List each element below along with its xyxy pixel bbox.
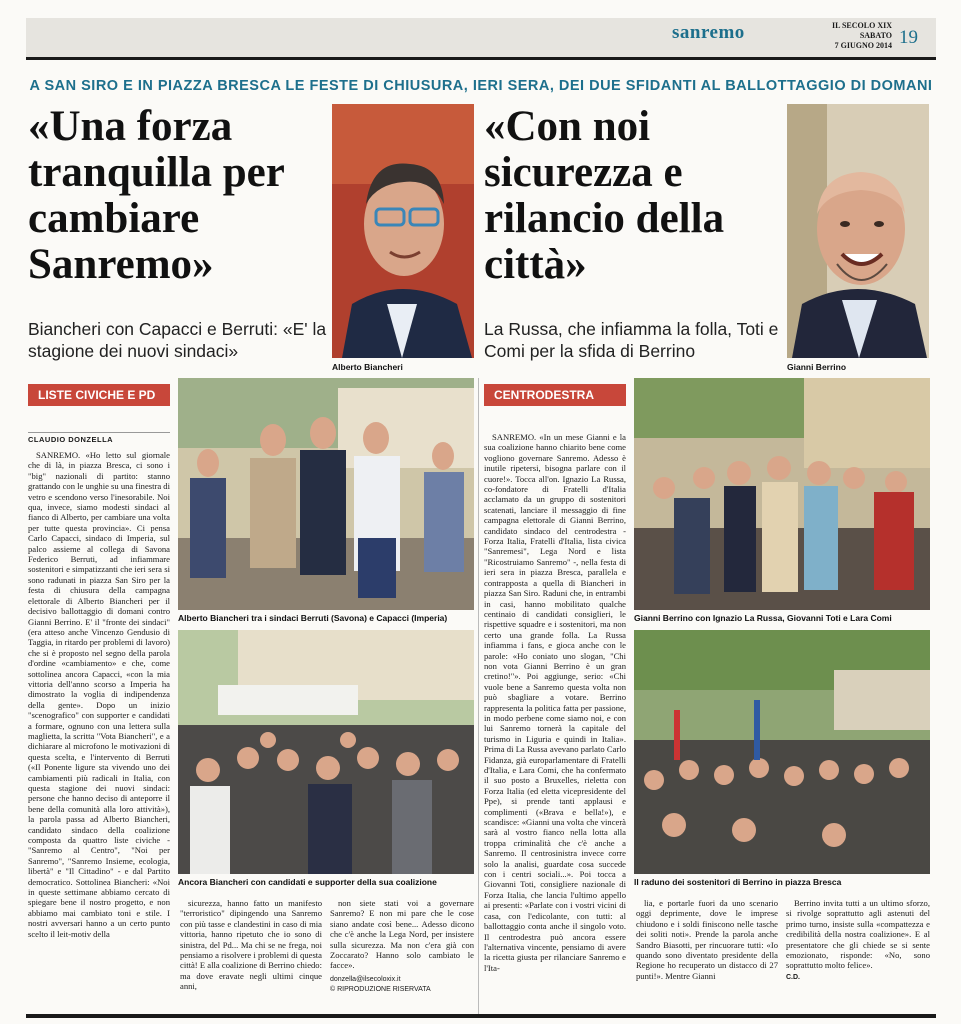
- left-photo-sindaci-art: [178, 378, 474, 610]
- page-header: [26, 18, 936, 60]
- left-photo-sindaci-caption: Alberto Biancheri tra i sindaci Berruti (Savona) e Capacci (Imperia): [178, 613, 448, 623]
- right-subhead: La Russa, che infiamma la folla, Toti e Comi per la sfida di Berrino: [484, 319, 779, 361]
- right-photo-berrino-art: [634, 378, 930, 610]
- left-article-col2-text: sicurezza, hanno fatto un manifesto "terroristico" dipingendo una Sanremo con più tasse e clandestini in caso di mia vittoria, hanno ripetuto che io sono di sinistra, del Pd... Ma chi se ne frega, noi pensiamo a risolvere i problemi di questa città! E alla coalizione di Berrino chiedo: ma dove eravate negli ultimi cinque anni,: [180, 898, 322, 992]
- right-section-tag: CENTRODESTRA: [484, 384, 626, 406]
- right-article-col3: [786, 898, 930, 1012]
- page-number: 19: [899, 27, 918, 48]
- portrait-biancheri-caption: Alberto Biancheri: [332, 362, 403, 372]
- right-article-col1-text: SANREMO. «In un mese Gianni e la sua coalizione hanno chiarito bene come vogliono governare Sanremo. Adesso è inutile ripetersi, bisogna parlare con il cuore!». Tocca all'on. Ignazio La Russa, co-fondatore di Fratelli d'Italia acclamato da un gruppo di sostenitori scatenati, lanciare il messaggio di fine campagna elettorale di Gianni Berrino, candidato sindaco del centrodestra - Forza Italia, Fratelli d'Italia, lista civica "Sanremesi", Lega Nord e lista "Ricostruiamo Sanremo" -, nella festa di ieri sera in piazza Bresca, parallela e contrapposta a quella di Biancheri in piazza San Siro. Raduni che, in entrambi in casi, hanno mobilitato qualche centinaio di candidati consiglieri, le rispettive squadre e i sostenitori, ma non certo una grande folla. La Russa infiamma i fans, e gioca anche con le parole: «Ho coniato uno slogan, "Chi non vota Gianni Berrino è un gran cretino!"». Poi aggiunge, serio: «Chi vuole bene a Sanremo questa volta non può sbagliare a votare. Berrino rappresenta la politica fatta per passione, in modo perbene come siamo noi, e con lui Sanremo tornerà la capitale del turismo in Liguria e quindi in Italia». Prima di La Russa avevano parlato Carlo Fidanza, già europarlamentare di Fratelli d'Italia, e Lara Comi, che ha confermato il suo posto a Bruxelles, rieletta con Forza Italia (ed eletta vicepresidente del Ppe), si prende tanti applausi e complimenti («Brava e bella!»), e scandisce: «Gianni una volta che vincerà sarà al vostro fianco nella lotta alla troppa criminalità che c'è anche a Sanremo. Il centrosinistra invece corre solo la analisi, guardate cosa succede con i centri sociali...». Poi tocca a Giovanni Toti, consigliere nazionale di Forza Italia, che lancia l'ultimo appello ai presenti: «Parlate con i vostri vicini di casa, con l'edicolante, con tutti: al ballottaggio conta anche il singolo voto. Il centrodestra può ancora essere l'alternativa vincente, pensiamo di avere la ricetta giusta per rilanciare Sanremo e l'Ita-: [484, 432, 626, 973]
- left-byline: CLAUDIO DONZELLA: [28, 432, 170, 444]
- right-initials: C.D.: [786, 973, 800, 981]
- right-photo-raduno-art: [634, 630, 930, 874]
- column-divider: [478, 378, 479, 1014]
- right-headline: «Con noi sicurezza e rilancio della città»: [484, 103, 725, 288]
- left-article-col3-text: non siete stati voi a governare Sanremo? E non mi pare che le cose siano andate così bene... Adesso dicono che c'è anche la Lega Nord, per insistere sulla sicurezza. Ma non c'era già con Zoccarato? Hanno solo cambiato le facce».: [330, 898, 474, 971]
- left-article-col3: [330, 898, 474, 1012]
- issue-day: SABATO: [859, 31, 892, 40]
- left-photo-coalizione-art: [178, 630, 474, 874]
- issue-date: 7 GIUGNO 2014: [834, 41, 892, 50]
- kicker: A SAN SIRO E IN PIAZZA BRESCA LE FESTE DI CHIUSURA, IERI SERA, DEI DUE SFIDANTI AL BALLOTTAGGIO DI DOMANI: [29, 78, 933, 94]
- portrait-berrino-art: [787, 104, 929, 358]
- right-photo-berrino-caption: Gianni Berrino con Ignazio La Russa, Giovanni Toti e Lara Comi: [634, 613, 892, 623]
- left-photo-sindaci: [178, 378, 474, 610]
- right-photo-raduno: [634, 630, 930, 874]
- right-photo-raduno-caption: Il raduno dei sostenitori di Berrino in piazza Bresca: [634, 877, 842, 887]
- right-article-col2-text: lia, e portarle fuori da uno scenario oggi deprimente, dove le imprese chiudono e i soldi finiscono nelle tasche dei soliti noti». Prende la parola anche Sandro Biasotti, per rincuorare tutti: «Io quando sono diventato presidente della Regione ho recuperato un distacco di 27 punti!». Mentre Gianni: [636, 898, 778, 981]
- masthead: [820, 21, 892, 51]
- left-rights: © RIPRODUZIONE RISERVATA: [330, 986, 431, 994]
- section-name: sanremo: [672, 22, 745, 43]
- left-photo-coalizione-caption: Ancora Biancheri con candidati e supporter della sua coalizione: [178, 877, 437, 887]
- left-email: donzella@ilsecoloxix.it: [330, 975, 401, 983]
- left-article-col1: [28, 450, 170, 950]
- portrait-biancheri-art: [332, 104, 474, 358]
- left-article-col2: [180, 898, 322, 1012]
- left-subhead: Biancheri con Capacci e Berruti: «E' la stagione dei nuovi sindaci»: [28, 319, 327, 361]
- paper-name: IL SECOLO XIX: [831, 21, 892, 30]
- left-article-col1-text: SANREMO. «Ho letto sul giornale che di là, in piazza Bresca, ci sono i "big" nazionali di partito: stanno grattando con le unghie su una finestra di vetro e scendono verso l'inesorabile. Noi qua, invece, siamo modesti sindaci al fianco di Alberto, per cambiare una volta per tutte questa provincia». Ci pensa Carlo Capacci, sindaco di Imperia, sul palco assieme al collega di Savona Federico Berruti, ad infiammare sostenitori e simpatizzanti che ieri sera si sono radunati in piazza San Siro per la festa di chiusura della campagna elettorale di Alberto Biancheri per il decisivo ballottaggio di domani contro Gianni Berrino. E' il "fronte dei sindaci" (era atteso anche Vincenzo Gendusio di Taggia, in ritardo per problemi di lavoro) che si è proposto nel segno della parola d'ordine «cambiamento» e che, come sottolinea ancora Capacci, «con la mia vittoria dell'anno scorso a Imperia ha dimostrato la voglia di indipendenza della gente». Dopo un inizio "scenografico" con supporter e candidati a formare, ognuno con una lettera sulla maglietta, la scritta "Vota Biancheri", e a dichiarare al microfono le motivazioni di questa scelta, e l'intervento di Berruti («Il Ponente ligure sta vivendo uno dei cambiamenti più radicali in Italia, con questa stagione dei nuovi sindaci: persone che hanno deciso di anteporre il bene della comunità alla loro attività»), la parola passa ad Alberto Biancheri, candidato sindaco della coalizione composta da quattro liste civiche - "Sanremo al Centro", "Noi per Sanremo", "Sanremo Insieme, ecologia, libertà" e "Il Cittadino" - e dal Partito democratico. Sottolinea Biancheri: «Noi in queste settimane abbiamo cercato di spiegare bene il nostro progetto, e non abbiamo mai cambiato toni e stile. I nostri avversari hanno a un certo punto scelto il leit-motiv della: [28, 450, 170, 939]
- right-article-col3-text: Berrino invita tutti a un ultimo sforzo, si rivolge soprattutto agli astenuti del primo turno, insiste sulla «compattezza e credibilità della nostra coalizione». E al presentatore che gli chiede se si sente emozionato, risponde: «No, sono soprattutto molto felice».: [786, 898, 930, 971]
- left-headline: «Una forza tranquilla per cambiare Sanremo»: [28, 103, 285, 288]
- left-photo-coalizione: [178, 630, 474, 874]
- right-photo-berrino: [634, 378, 930, 610]
- portrait-berrino: [787, 104, 929, 358]
- bottom-rule: [26, 1014, 936, 1018]
- portrait-biancheri: [332, 104, 474, 358]
- right-article-col2: [636, 898, 778, 1012]
- left-section-tag: LISTE CIVICHE E PD: [28, 384, 170, 406]
- portrait-berrino-caption: Gianni Berrino: [787, 362, 847, 372]
- right-article-col1: [484, 432, 626, 1012]
